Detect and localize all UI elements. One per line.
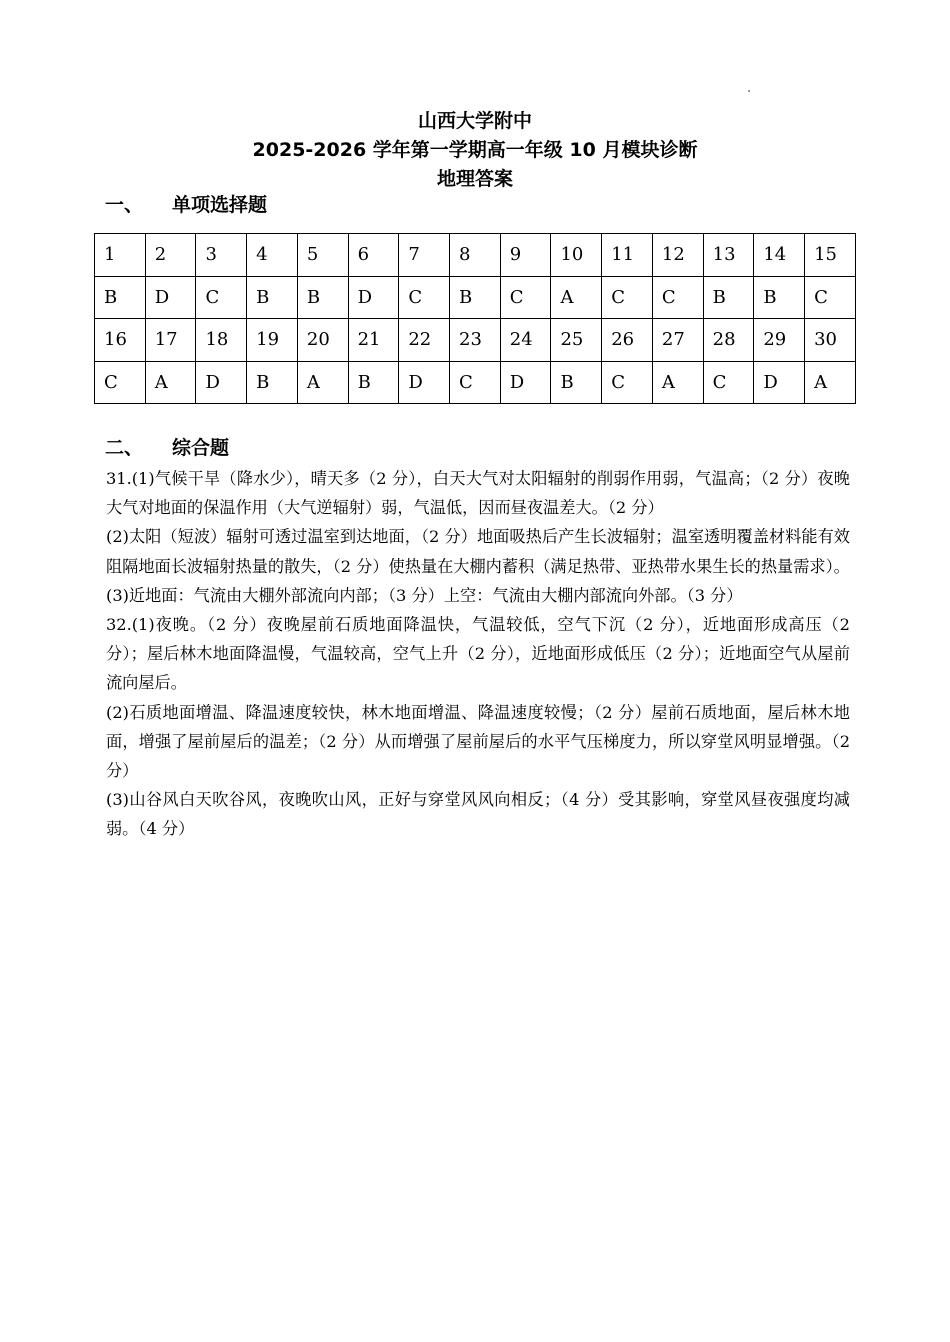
answer-cell: D xyxy=(754,361,805,404)
answer-cell: C xyxy=(196,276,247,319)
question-number-cell: 2 xyxy=(145,234,196,277)
question-number-cell: 8 xyxy=(450,234,501,277)
question-number-cell: 26 xyxy=(602,319,653,362)
answer-table xyxy=(94,233,856,404)
answer-paragraph: (3)山谷风白天吹谷风，夜晚吹山风，正好与穿堂风风向相反；（4 分）受其影响，穿堂风昼夜强度均减弱。（4 分） xyxy=(106,790,850,839)
question-number-row xyxy=(95,234,856,277)
answer-cell: D xyxy=(399,361,450,404)
answer-paragraph: (3)近地面：气流由大棚外部流向内部；（3 分）上空：气流由大棚内部流向外部。（3 分） xyxy=(106,585,743,605)
question-number-row xyxy=(95,319,856,362)
question-number-cell: 11 xyxy=(602,234,653,277)
answer-cell: D xyxy=(500,361,551,404)
answer-cell: D xyxy=(348,276,399,319)
answer-cell: A xyxy=(652,361,703,404)
section-2-number: 二、 xyxy=(105,437,144,459)
question-number-cell: 7 xyxy=(399,234,450,277)
answer-paragraph: (2)太阳（短波）辐射可透过温室到达地面，（2 分）地面吸热后产生长波辐射；温室透明覆盖材料能有效阻隔地面长波辐射热量的散失，（2 分）使热量在大棚内蓄积（满足热带、亚热带水果生长的热量需求）。 xyxy=(106,527,850,576)
question-number-cell: 10 xyxy=(551,234,602,277)
exam-title: 2025-2026 学年第一学期高一年级 10 月模块诊断 xyxy=(252,139,698,161)
question-number-cell: 17 xyxy=(145,319,196,362)
answer-cell: C xyxy=(399,276,450,319)
question-number-cell: 1 xyxy=(95,234,146,277)
question-number-cell: 19 xyxy=(247,319,298,362)
answer-cell: B xyxy=(297,276,348,319)
answer-cell: B xyxy=(450,276,501,319)
section-2-heading xyxy=(105,435,229,461)
question-number-cell: 13 xyxy=(703,234,754,277)
comprehensive-answers xyxy=(106,464,850,844)
school-name: 山西大学附中 xyxy=(417,110,532,132)
section-1-title: 单项选择题 xyxy=(172,194,268,216)
section-1-heading xyxy=(105,192,267,218)
question-number-cell: 4 xyxy=(247,234,298,277)
answer-cell: C xyxy=(602,361,653,404)
question-number-cell: 24 xyxy=(500,319,551,362)
answer-cell: C xyxy=(500,276,551,319)
section-2-title: 综合题 xyxy=(172,437,230,459)
question-number-cell: 6 xyxy=(348,234,399,277)
question-number-cell: 15 xyxy=(805,234,856,277)
answer-row xyxy=(95,276,856,319)
answer-cell: C xyxy=(450,361,501,404)
answer-cell: C xyxy=(602,276,653,319)
question-number-cell: 29 xyxy=(754,319,805,362)
subject-title: 地理答案 xyxy=(436,168,513,190)
answer-cell: A xyxy=(297,361,348,404)
answer-paragraph: (2)石质地面增温、降温速度较快，林木地面增温、降温速度较慢；（2 分）屋前石质地面，屋后林木地面，增强了屋前屋后的温差；（2 分）从而增强了屋前屋后的水平气压梯度力，所以穿堂风明显增强。（2 分） xyxy=(106,702,850,781)
answer-cell: C xyxy=(805,276,856,319)
answer-cell: C xyxy=(652,276,703,319)
answer-cell: B xyxy=(247,276,298,319)
question-number-cell: 9 xyxy=(500,234,551,277)
answer-cell: A xyxy=(551,276,602,319)
answer-cell: D xyxy=(145,276,196,319)
question-number-cell: 5 xyxy=(297,234,348,277)
question-number-cell: 22 xyxy=(399,319,450,362)
answer-cell: B xyxy=(551,361,602,404)
answer-cell: B xyxy=(348,361,399,404)
question-number-cell: 27 xyxy=(652,319,703,362)
answer-row xyxy=(95,361,856,404)
question-number-cell: 14 xyxy=(754,234,805,277)
answer-cell: C xyxy=(703,361,754,404)
answer-cell: D xyxy=(196,361,247,404)
question-number-cell: 16 xyxy=(95,319,146,362)
question-number-cell: 20 xyxy=(297,319,348,362)
question-number-cell: 21 xyxy=(348,319,399,362)
answer-cell: B xyxy=(247,361,298,404)
scan-dot xyxy=(748,90,750,92)
answer-cell: C xyxy=(95,361,146,404)
question-number-cell: 25 xyxy=(551,319,602,362)
question-number-cell: 3 xyxy=(196,234,247,277)
question-number-cell: 18 xyxy=(196,319,247,362)
question-number-cell: 30 xyxy=(805,319,856,362)
answer-paragraph: 31.(1)气候干旱（降水少），晴天多（2 分），白天大气对太阳辐射的削弱作用弱，气温高；（2 分）夜晚大气对地面的保温作用（大气逆辐射）弱，气温低，因而昼夜温差大。（2 分） xyxy=(106,469,850,518)
answer-cell: B xyxy=(95,276,146,319)
question-number-cell: 23 xyxy=(450,319,501,362)
answer-cell: B xyxy=(703,276,754,319)
answer-cell: B xyxy=(754,276,805,319)
answer-paragraph: 32.(1)夜晚。（2 分）夜晚屋前石质地面降温快，气温较低，空气下沉（2 分），近地面形成高压（2 分）；屋后林木地面降温慢，气温较高，空气上升（2 分），近地面形成低压（2 分）；近地面空气从屋前流向屋后。 xyxy=(106,615,850,693)
question-number-cell: 28 xyxy=(703,319,754,362)
answer-cell: A xyxy=(805,361,856,404)
question-number-cell: 12 xyxy=(652,234,703,277)
answer-cell: A xyxy=(145,361,196,404)
section-1-number: 一、 xyxy=(105,194,144,216)
